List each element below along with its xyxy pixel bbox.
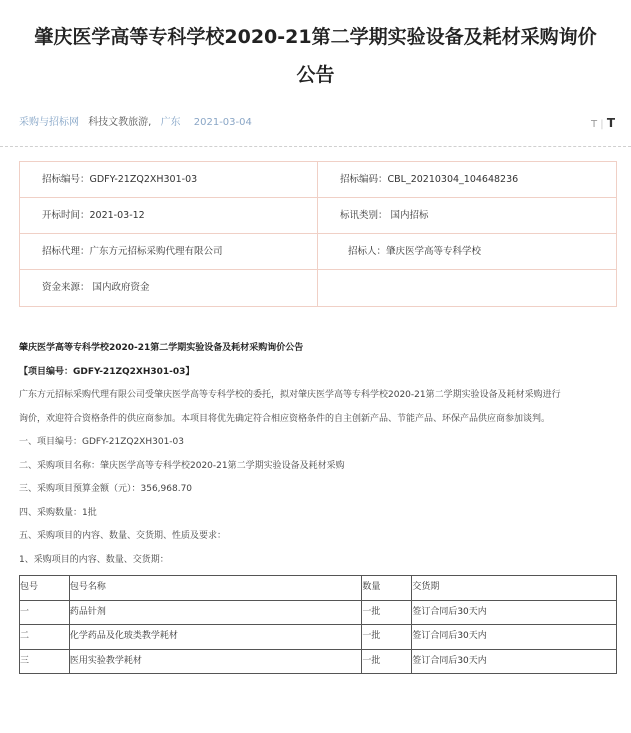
item-5: 五、采购项目的内容、数量、交货期、性质及要求： <box>19 531 227 541</box>
fund-source: 资金来源： 国内政府资金 <box>20 270 318 306</box>
table-cell: 一批 <box>362 625 412 650</box>
table-cell: 签订合同后30天内 <box>412 625 617 650</box>
meta-bar <box>0 108 631 138</box>
intro-line-2: 询价，欢迎符合资格条件的供应商参加。本项目将优先确定符合相应资格条件的自主创新产品、节能产品、环保产品供应商参加谈判。 <box>19 413 551 424</box>
font-large-button[interactable]: T <box>606 116 615 130</box>
publish-date: 2021-03-04 <box>193 117 252 128</box>
info-box <box>19 161 617 307</box>
table-row <box>20 600 617 625</box>
source-link[interactable]: 采购与招标网 <box>19 117 79 128</box>
font-size-toggle <box>591 108 615 140</box>
table-cell: 一批 <box>362 600 412 625</box>
tenderer: 招标人：肇庆医学高等专科学校 <box>348 246 482 257</box>
region-link[interactable]: 广东 <box>160 117 181 128</box>
bid-code: 招标编码：CBL_20210304_104648236 <box>340 174 519 185</box>
open-time: 开标时间：2021-03-12 <box>20 198 318 233</box>
divider <box>0 146 631 147</box>
table-cell: 一 <box>20 600 70 625</box>
intro-line-1: 广东方元招标采购代理有限公司受肇庆医学高等专科学校的委托，拟对肇庆医学高等专科学校2020-21第二学期实验设备及耗材采购进行 <box>19 390 561 400</box>
header-cell: 数量 <box>362 576 412 601</box>
title-line-2: 公告 <box>296 64 335 86</box>
info-row <box>20 234 616 270</box>
bid-type: 标讯类别： 国内招标 <box>340 210 429 221</box>
table-header-row <box>20 576 617 601</box>
header-cell: 交货期 <box>412 576 617 601</box>
empty-cell <box>318 270 616 306</box>
page-title <box>0 0 631 94</box>
project-number: 【项目编号：GDFY-21ZQ2XH301-03】 <box>19 366 195 377</box>
announcement-body <box>0 337 631 674</box>
table-cell: 二 <box>20 625 70 650</box>
item-2: 二、采购项目名称：肇庆医学高等专科学校2020-21第二学期实验设备及耗材采购 <box>19 460 345 471</box>
info-row <box>20 198 616 234</box>
table-cell: 签订合同后30天内 <box>412 600 617 625</box>
category-label: 科技文教旅游, <box>88 117 152 128</box>
table-cell: 医用实验教学耗材 <box>69 649 361 674</box>
content-heading: 肇庆医学高等专科学校2020-21第二学期实验设备及耗材采购询价公告 <box>19 343 304 353</box>
item-4: 四、采购数量：1批 <box>19 507 97 518</box>
title-line-1: 肇庆医学高等专科学校2020-21第二学期实验设备及耗材采购询价 <box>34 26 597 48</box>
header-cell: 包号名称 <box>69 576 361 601</box>
item-5-1: 1、采购项目的内容、数量、交货期： <box>19 554 169 565</box>
info-row <box>20 270 616 306</box>
item-3: 三、采购项目预算金额（元）：356,968.70 <box>19 484 193 494</box>
bid-agent: 招标代理：广东方元招标采购代理有限公司 <box>20 234 318 269</box>
table-cell: 签订合同后30天内 <box>412 649 617 674</box>
package-table <box>19 575 617 674</box>
info-row <box>20 162 616 198</box>
table-cell: 三 <box>20 649 70 674</box>
font-separator: | <box>600 119 604 130</box>
bid-number: 招标编号：GDFY-21ZQ2XH301-03 <box>20 162 318 197</box>
table-cell: 药品针剂 <box>69 600 361 625</box>
table-row <box>20 649 617 674</box>
item-1: 一、项目编号：GDFY-21ZQ2XH301-03 <box>19 437 184 447</box>
font-small-button[interactable]: T <box>590 119 598 130</box>
table-cell: 化学药品及化玻类教学耗材 <box>69 625 361 650</box>
header-cell: 包号 <box>20 576 70 601</box>
table-cell: 一批 <box>362 649 412 674</box>
table-row <box>20 625 617 650</box>
